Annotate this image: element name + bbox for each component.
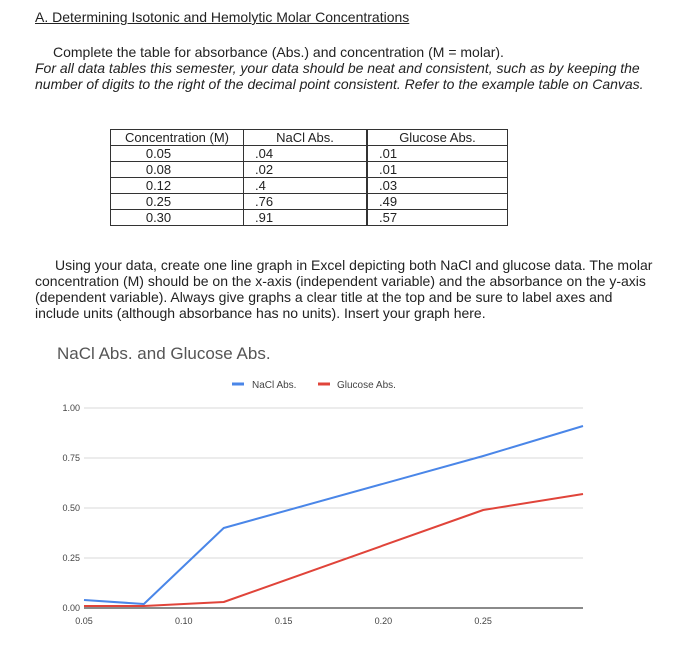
- table-cell[interactable]: .91: [244, 210, 368, 226]
- table-cell[interactable]: 0.25: [111, 194, 244, 210]
- instructions-italic: For all data tables this semester, your data should be neat and consistent, such as by keeping the number of digits to the right of the decimal point consistent. Refer to the example table on Canvas.: [35, 60, 644, 92]
- table-cell[interactable]: .04: [244, 146, 368, 162]
- table-cell[interactable]: .02: [244, 162, 368, 178]
- legend-label-glucose: Glucose Abs.: [337, 380, 396, 391]
- instructions-line: Complete the table for absorbance (Abs.) and concentration (M = molar).: [53, 44, 504, 60]
- table-header-nacl: NaCl Abs.: [244, 130, 368, 146]
- x-tick-label: 0.15: [274, 616, 293, 626]
- legend-label-nacl: NaCl Abs.: [252, 380, 297, 391]
- chart-title: NaCl Abs. and Glucose Abs.: [57, 344, 271, 363]
- section-heading: A. Determining Isotonic and Hemolytic Molar Concentrations: [35, 9, 410, 25]
- table-cell[interactable]: .76: [244, 194, 368, 210]
- y-tick-label: 0.00: [62, 603, 80, 613]
- table-cell[interactable]: .4: [244, 178, 368, 194]
- table-cell[interactable]: 0.12: [111, 178, 244, 194]
- x-tick-label: 0.05: [75, 616, 93, 626]
- table-cell[interactable]: .57: [367, 210, 508, 226]
- table-header-concentration: Concentration (M): [111, 130, 244, 146]
- table-cell[interactable]: 0.30: [111, 210, 244, 226]
- nacl-series-line: [84, 426, 583, 604]
- y-tick-label: 0.75: [62, 453, 80, 463]
- y-tick-label: 1.00: [62, 403, 80, 413]
- table-cell[interactable]: 0.05: [111, 146, 244, 162]
- table-header-glucose: Glucose Abs.: [367, 130, 508, 146]
- x-tick-label: 0.25: [474, 616, 492, 626]
- x-tick-label: 0.20: [374, 616, 393, 626]
- table-cell[interactable]: .01: [367, 146, 508, 162]
- y-tick-label: 0.25: [62, 553, 80, 563]
- x-tick-label: 0.10: [175, 616, 193, 626]
- y-tick-label: 0.50: [62, 503, 80, 513]
- table-cell[interactable]: .49: [367, 194, 508, 210]
- table-cell[interactable]: 0.08: [111, 162, 244, 178]
- graph-instructions-text: Using your data, create one line graph in Excel depicting both NaCl and glucose data. The molar concentration (M) should be on the x-axis (independent variable) and the absorbance on the y-axis (dependent variable). Always give graphs a clear title at the top and be sure to label axes and include units (although absorbance has no units). Insert your graph here.: [35, 257, 653, 321]
- table-cell[interactable]: .03: [367, 178, 508, 194]
- table-cell[interactable]: .01: [367, 162, 508, 178]
